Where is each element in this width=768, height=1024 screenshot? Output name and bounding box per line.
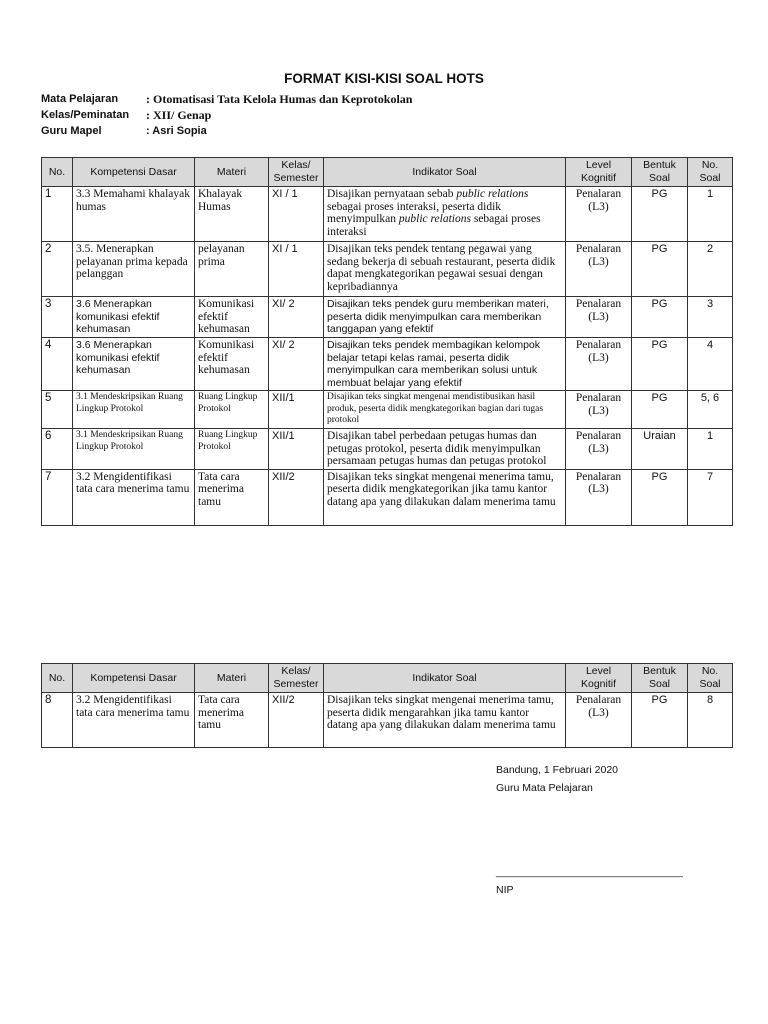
header-line: Semester: [273, 678, 319, 690]
cell-kelas: XI / 1: [269, 187, 324, 242]
cell-materi: Khalayak Humas: [195, 187, 269, 242]
info-value: : Asri Sopia: [146, 125, 207, 137]
header-level-kognitif: [566, 664, 632, 693]
header-line: Bentuk: [643, 665, 676, 677]
header-kelas-semester: [269, 158, 324, 187]
cell-no-soal: 3: [688, 297, 733, 338]
info-value: : XII/ Genap: [146, 108, 212, 122]
cell-no-soal: 2: [688, 242, 733, 297]
indikator-italic: public relations: [398, 213, 471, 225]
indikator-text: sebagai proses interaksi: [327, 213, 541, 238]
header-materi: Materi: [195, 158, 269, 187]
cell-bentuk: PG: [632, 338, 688, 391]
header-indikator-soal: Indikator Soal: [324, 664, 566, 693]
cell-kelas: XI/ 2: [269, 297, 324, 338]
header-no: No.: [42, 158, 73, 187]
cell-materi: pelayanan prima: [195, 242, 269, 297]
nip-label: NIP: [496, 884, 514, 896]
cell-no: 7: [42, 469, 73, 525]
cell-bentuk: PG: [632, 187, 688, 242]
header-line: Kognitif: [580, 172, 617, 184]
header-kompetensi-dasar: Kompetensi Dasar: [73, 158, 195, 187]
signature-line: ________________________________: [496, 866, 683, 878]
document-title: FORMAT KISI-KISI SOAL HOTS: [284, 71, 484, 86]
header-line: Soal: [648, 172, 670, 184]
cell-bentuk: PG: [632, 391, 688, 429]
header-line: Bentuk: [643, 159, 676, 171]
indikator-text: Disajikan pernyataan sebab: [327, 188, 457, 200]
cell-kelas: XI / 1: [269, 242, 324, 297]
cell-level: Penalaran (L3): [566, 338, 632, 391]
header-line: Semester: [273, 172, 319, 184]
cell-kelas: XII/1: [269, 429, 324, 470]
cell-no: 1: [42, 187, 73, 242]
table-row: [42, 338, 733, 391]
cell-kompetensi-dasar: 3.6 Menerapkan komunikasi efektif kehumasan: [73, 338, 195, 391]
cell-level: Penalaran (L3): [566, 429, 632, 470]
signature-block: [496, 764, 683, 902]
header-line: No.: [701, 665, 719, 677]
table-row: [42, 469, 733, 525]
table-row: [42, 187, 733, 242]
cell-kompetensi-dasar: 3.2 Mengidentifikasi tata cara menerima tamu: [73, 693, 195, 748]
cell-materi: Komunikasi efektif kehumasan: [195, 338, 269, 391]
indikator-text: sebagai proses interaksi, peserta didik menyimpulkan: [327, 200, 502, 225]
cell-bentuk: PG: [632, 297, 688, 338]
info-mata-pelajaran: [41, 91, 541, 107]
table-row: [42, 693, 733, 748]
cell-kompetensi-dasar: 3.6 Menerapkan komunikasi efektif kehumasan: [73, 297, 195, 338]
header-line: Kelas/: [281, 159, 311, 171]
cell-no: 6: [42, 429, 73, 470]
cell-no-soal: 1: [688, 429, 733, 470]
header-line: Soal: [699, 678, 721, 690]
info-label: Kelas/Peminatan: [41, 109, 130, 121]
cell-indikator: Disajikan teks pendek membagikan kelompok belajar tetapi kelas ramai, peserta didik menyimpulkan cara memberikan solusi untuk membuat belajar yang efektif: [324, 338, 566, 391]
header-kompetensi-dasar: Kompetensi Dasar: [73, 664, 195, 693]
cell-bentuk: PG: [632, 693, 688, 748]
info-kelas-peminatan: [41, 107, 541, 123]
cell-kelas: XII/1: [269, 391, 324, 429]
indikator-italic: public relations: [456, 188, 529, 200]
header-line: Kognitif: [580, 678, 617, 690]
cell-no-soal: 1: [688, 187, 733, 242]
cell-bentuk: Uraian: [632, 429, 688, 470]
kisi-kisi-table: [41, 157, 733, 526]
cell-indikator: Disajikan teks singkat mengenai mendistibusikan hasil produk, peserta didik mengkategorikan bagian dari tugas protokol: [324, 391, 566, 429]
cell-kompetensi-dasar: 3.5. Menerapkan pelayanan prima kepada pelanggan: [73, 242, 195, 297]
cell-kompetensi-dasar: 3.3 Memahami khalayak humas: [73, 187, 195, 242]
cell-level: Penalaran (L3): [566, 242, 632, 297]
cell-no: 8: [42, 693, 73, 748]
cell-no-soal: 7: [688, 469, 733, 525]
info-label: Guru Mapel: [41, 125, 102, 137]
cell-bentuk: PG: [632, 242, 688, 297]
header-line: Kelas/: [281, 665, 311, 677]
cell-materi: Tata cara menerima tamu: [195, 693, 269, 748]
signature-role: Guru Mata Pelajaran: [496, 782, 593, 794]
cell-no-soal: 5, 6: [688, 391, 733, 429]
cell-kelas: XI/ 2: [269, 338, 324, 391]
header-no-soal: [688, 664, 733, 693]
info-value: : Otomatisasi Tata Kelola Humas dan Keprotokolan: [146, 92, 413, 106]
cell-materi: Komunikasi efektif kehumasan: [195, 297, 269, 338]
cell-level: Penalaran (L3): [566, 297, 632, 338]
kisi-kisi-table-continued: [41, 663, 733, 748]
header-no-soal: [688, 158, 733, 187]
cell-level: Penalaran (L3): [566, 693, 632, 748]
header-line: Soal: [648, 678, 670, 690]
cell-indikator: Disajikan teks pendek tentang pegawai yang sedang bekerja di sebuah restaurant, peserta didik dapat mengkategorikan pegawai sesuai dengan kepribadiannya: [324, 242, 566, 297]
cell-indikator: Disajikan teks pendek guru memberikan materi, peserta didik menyimpulkan cara memberikan tanggapan yang efektif: [324, 297, 566, 338]
table-header-row: [42, 158, 733, 187]
cell-no-soal: 4: [688, 338, 733, 391]
header-no: No.: [42, 664, 73, 693]
cell-materi: Ruang Lingkup Protokol: [195, 429, 269, 470]
cell-materi: Tata cara menerima tamu: [195, 469, 269, 525]
cell-no-soal: 8: [688, 693, 733, 748]
cell-level: Penalaran (L3): [566, 469, 632, 525]
cell-no: 5: [42, 391, 73, 429]
header-bentuk-soal: [632, 158, 688, 187]
cell-no: 4: [42, 338, 73, 391]
cell-bentuk: PG: [632, 469, 688, 525]
cell-level: Penalaran (L3): [566, 187, 632, 242]
place-date: Bandung, 1 Februari 2020: [496, 764, 619, 776]
table-header-row: [42, 664, 733, 693]
table-row: [42, 242, 733, 297]
table-row: [42, 391, 733, 429]
header-line: No.: [701, 159, 719, 171]
cell-kelas: XII/2: [269, 693, 324, 748]
table-row: [42, 429, 733, 470]
header-materi: Materi: [195, 664, 269, 693]
table-row: [42, 297, 733, 338]
cell-indikator: Disajikan teks singkat mengenai menerima tamu, peserta didik mengkategorikan jika tamu kantor datang apa yang dilakukan dalam menerima tamu: [324, 469, 566, 525]
info-guru-mapel: [41, 123, 541, 139]
cell-no: 3: [42, 297, 73, 338]
header-level-kognitif: [566, 158, 632, 187]
cell-kompetensi-dasar: 3.2 Mengidentifikasi tata cara menerima tamu: [73, 469, 195, 525]
cell-indikator: Disajikan teks singkat mengenai menerima tamu, peserta didik mengarahkan jika tamu kantor datang apa yang dilakukan dalam menerima tamu: [324, 693, 566, 748]
cell-level: Penalaran (L3): [566, 391, 632, 429]
header-indikator-soal: Indikator Soal: [324, 158, 566, 187]
header-kelas-semester: [269, 664, 324, 693]
cell-indikator: Disajikan tabel perbedaan petugas humas dan petugas protokol, peserta didik menyimpulkan persamaan petugas humas dan petugas protokol: [324, 429, 566, 470]
cell-kompetensi-dasar: 3.1 Mendeskripsikan Ruang Lingkup Protokol: [73, 391, 195, 429]
cell-kelas: XII/2: [269, 469, 324, 525]
header-line: Level: [585, 159, 612, 171]
cell-materi: Ruang Lingkup Protokol: [195, 391, 269, 429]
header-line: Level: [585, 665, 612, 677]
cell-indikator: [324, 187, 566, 242]
cell-kompetensi-dasar: 3.1 Mendeskripsikan Ruang Lingkup Protokol: [73, 429, 195, 470]
header-bentuk-soal: [632, 664, 688, 693]
info-label: Mata Pelajaran: [41, 93, 119, 105]
header-line: Soal: [699, 172, 721, 184]
cell-no: 2: [42, 242, 73, 297]
